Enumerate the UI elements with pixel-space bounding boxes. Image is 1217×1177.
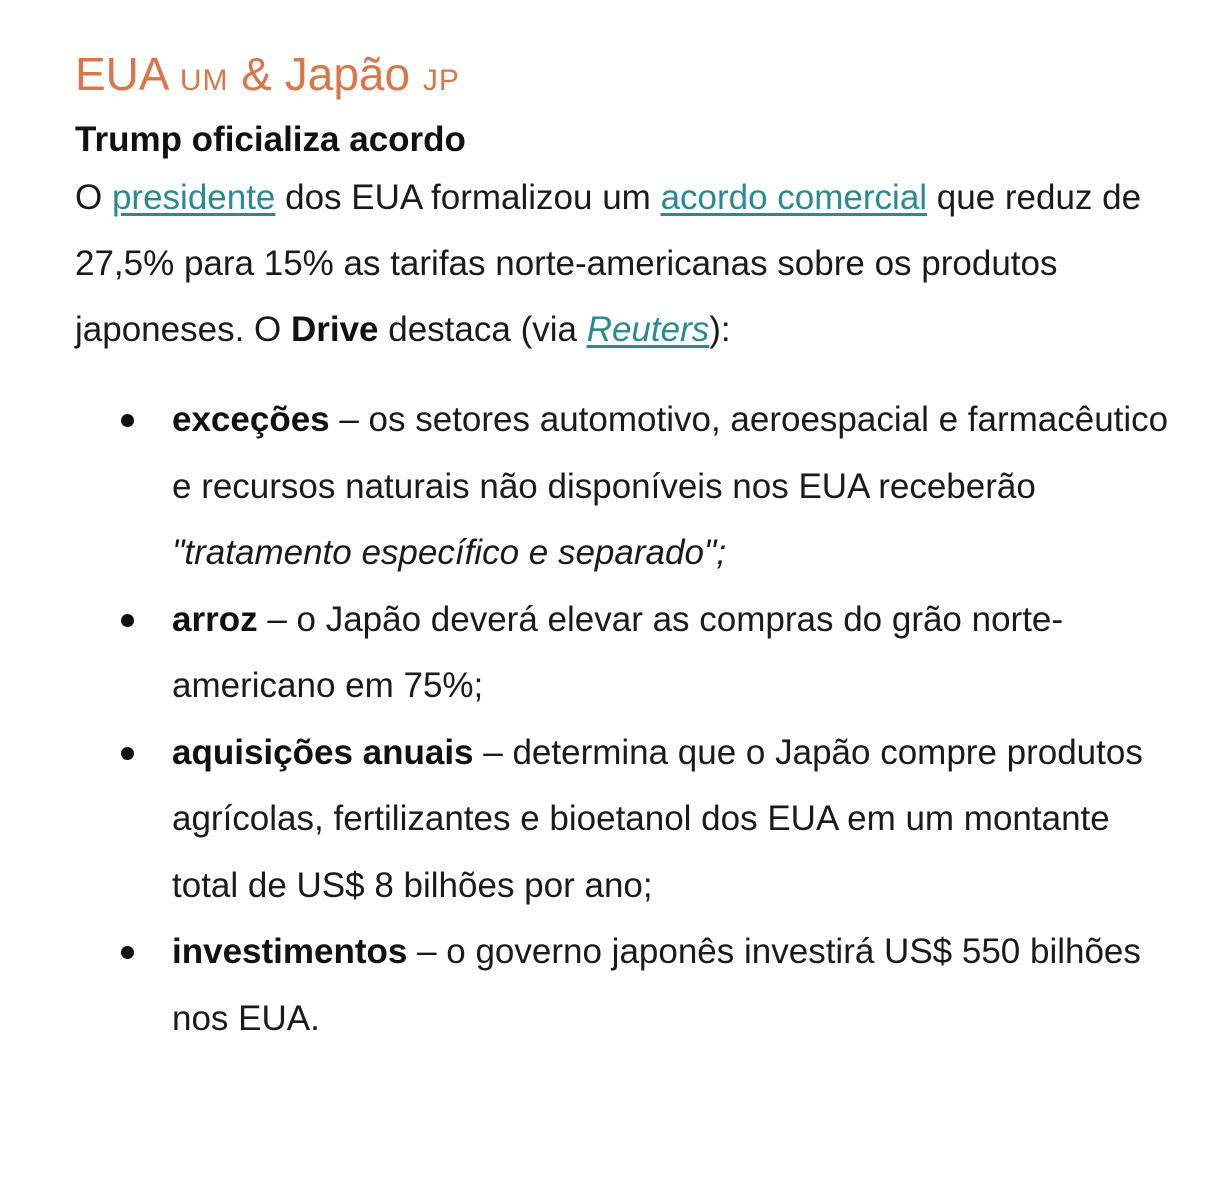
intro-paragraph <box>75 165 1185 363</box>
intro-text-1: O <box>75 178 112 217</box>
list-item-text: – o Japão deverá elevar as compras do grão norte-americano em 75%; <box>172 599 1064 705</box>
list-item <box>75 919 1185 1052</box>
list-item-text: – os setores automotivo, aeroespacial e farmacêutico e recursos naturais não disponíveis nos EUA receberão <box>172 400 1169 506</box>
us-flag-icon: UM <box>179 64 229 97</box>
bullet-icon <box>121 614 134 627</box>
intro-text-5: ): <box>709 310 731 349</box>
list-item-term: exceções <box>172 400 330 439</box>
trade-agreement-link[interactable]: acordo comercial <box>660 178 928 217</box>
bullet-icon <box>121 414 134 427</box>
list-item-term: investimentos <box>172 932 408 971</box>
heading-country-usa: EUA <box>75 48 168 100</box>
bullet-icon <box>121 946 134 959</box>
list-item-term: arroz <box>172 599 258 639</box>
jp-flag-icon: JP <box>422 64 460 97</box>
list-item <box>75 720 1185 920</box>
list-item-text: – determina que o Japão compre produtos agrícolas, fertilizantes e bioetanol dos EUA em um montante total de US$ 8 bilhões por ano; <box>172 732 1143 905</box>
president-link[interactable]: presidente <box>111 178 276 217</box>
heading-country-japan: Japão <box>284 48 411 100</box>
list-item-text: – o governo japonês investirá US$ 550 bilhões nos EUA. <box>172 932 1141 1038</box>
list-item-quote: "tratamento específico e separado"; <box>172 533 727 572</box>
bullet-icon <box>121 747 134 760</box>
article <box>75 44 1185 1052</box>
reuters-link[interactable]: Reuters <box>586 310 710 349</box>
drive-brand: Drive <box>290 310 379 349</box>
list-item <box>75 387 1185 587</box>
article-subtitle: Trump oficializa acordo <box>75 120 466 159</box>
section-heading <box>75 44 1185 111</box>
intro-text-4: destaca (via <box>378 310 587 349</box>
list-item-term: aquisições anuais <box>172 732 474 772</box>
intro-text-3: que reduz de 27,5% para 15% as tarifas norte-americanas sobre os produtos japoneses. O <box>75 178 1142 349</box>
list-item <box>75 587 1185 720</box>
intro-text-2: dos EUA formalizou um <box>275 178 661 217</box>
bullet-list <box>75 387 1185 1052</box>
heading-connector: & <box>241 48 272 100</box>
